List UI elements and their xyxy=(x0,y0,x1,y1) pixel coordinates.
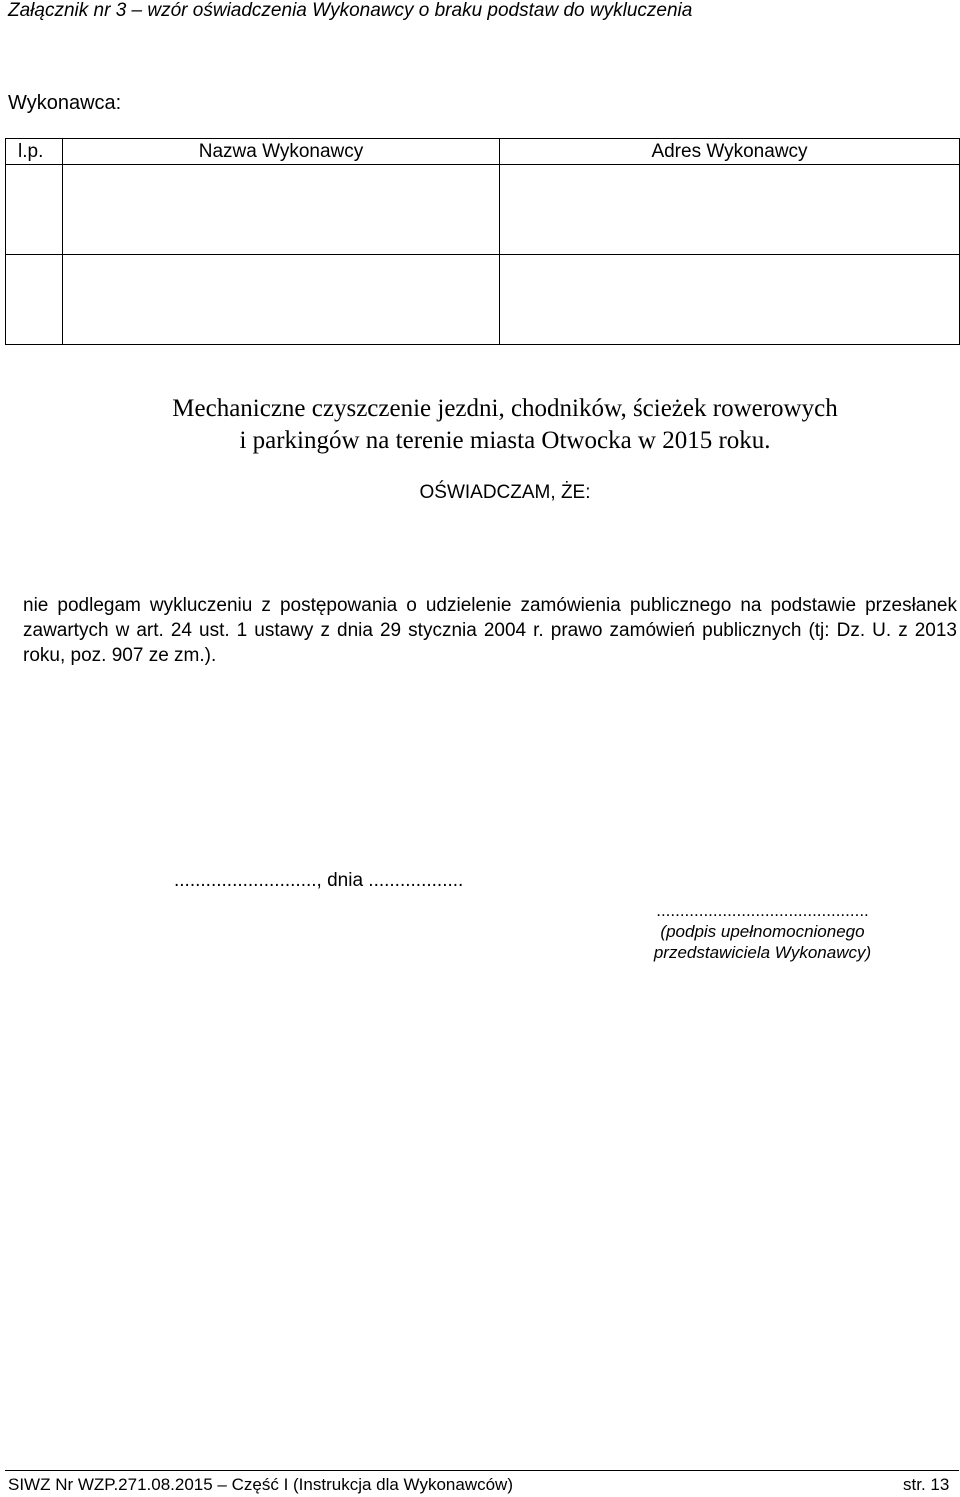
footer-document-ref: SIWZ Nr WZP.271.08.2015 – Część I (Instrukcja dla Wykonawców) xyxy=(8,1475,513,1494)
table-row xyxy=(6,255,960,345)
title-line-1: Mechaniczne czyszczenie jezdni, chodników, ścieżek rowerowych xyxy=(172,395,838,422)
footer-page-number: str. 13 xyxy=(903,1475,950,1494)
table-row xyxy=(6,165,960,255)
title-line-2: i parkingów na terenie miasta Otwocka w 2015 roku. xyxy=(239,427,771,454)
table-cell-lp[interactable] xyxy=(6,255,63,345)
table-cell-name[interactable] xyxy=(63,165,500,255)
column-header-lp: l.p. xyxy=(6,139,63,165)
contractor-label: Wykonawca: xyxy=(8,92,122,114)
signature-caption-2: przedstawiciela Wykonawcy) xyxy=(653,943,872,962)
document-title xyxy=(0,393,960,457)
contractor-table xyxy=(5,138,960,345)
place-date-line: ..........................., dnia .................. xyxy=(174,870,464,891)
footer-divider xyxy=(5,1470,959,1471)
declaration-heading: OŚWIADCZAM, ŻE: xyxy=(419,482,591,503)
signature-caption-1: (podpis upełnomocnionego xyxy=(660,922,865,941)
column-header-address: Adres Wykonawcy xyxy=(500,139,960,165)
signature-line: ............................................. xyxy=(656,901,869,920)
signature-block xyxy=(640,900,885,963)
table-cell-address[interactable] xyxy=(500,165,960,255)
declaration-text: nie podlegam wykluczeniu z postępowania o udzielenie zamówienia publicznego na podstawie przesłanek zawartych w art. 24 ust. 1 ustawy z dnia 29 stycznia 2004 r. prawo zamówień publicznych (tj: Dz. U. z 2013 roku, poz. 907 ze zm.). xyxy=(23,595,957,666)
column-header-name: Nazwa Wykonawcy xyxy=(63,139,500,165)
table-cell-name[interactable] xyxy=(63,255,500,345)
attachment-header: Załącznik nr 3 – wzór oświadczenia Wykonawcy o braku podstaw do wykluczenia xyxy=(8,0,693,21)
table-header-row xyxy=(6,139,960,165)
table-cell-lp[interactable] xyxy=(6,165,63,255)
table-cell-address[interactable] xyxy=(500,255,960,345)
